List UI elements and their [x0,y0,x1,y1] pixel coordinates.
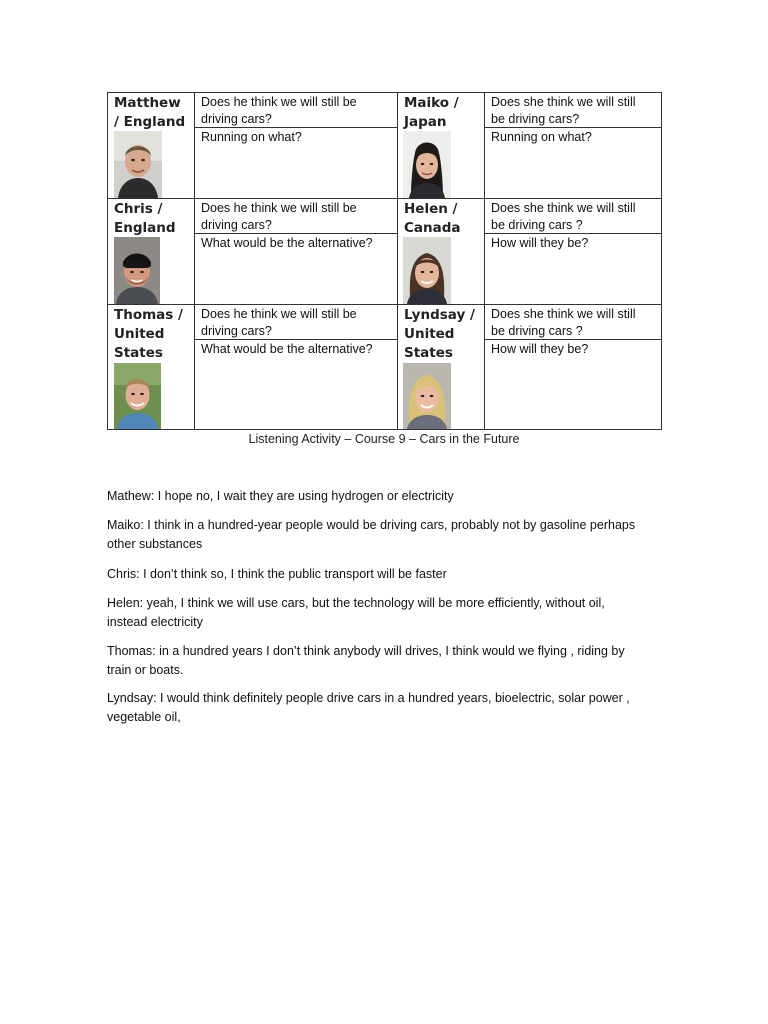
table-caption: Listening Activity – Course 9 – Cars in the Future [248,432,520,446]
answer-chris: Chris: I don’t think so, I think the public transport will be faster [107,567,447,581]
person-name: Maiko / Japan [404,95,459,130]
question-cell: Running on what? [194,127,397,198]
person-cell-matthew [107,92,194,198]
question-cell: How will they be? [484,233,661,304]
answer-helen: Helen: yeah, I think we will use cars, but the technology will be more efficiently, without oil, instead electricity [107,596,605,629]
person-cell-chris [107,198,194,304]
person-name: Thomas / United States [114,307,183,361]
question-cell: What would be the alternative? [194,233,397,304]
portrait-photo-helen [403,237,451,304]
question-cell: Does she think we will still be driving cars ? [484,304,661,339]
people-table [107,92,662,430]
answer-lyndsay: Lyndsay: I would think definitely people drive cars in a hundred years, bioelectric, solar power , vegetable oil, [107,691,630,724]
question-cell: What would be the alternative? [194,339,397,429]
person-cell-maiko [397,92,484,198]
answer-thomas: Thomas: in a hundred years I don’t think anybody will drives, I think would we flying , riding by train or boats. [107,644,625,677]
question-cell: Does he think we will still be driving cars? [194,304,397,339]
question-cell: Does he think we will still be driving cars? [194,198,397,233]
question-cell: Does she think we will still be driving cars? [484,92,661,127]
person-name: Helen / Canada [404,201,461,236]
answer-matthew: Mathew: I hope no, I wait they are using hydrogen or electricity [107,489,454,503]
question-cell: How will they be? [484,339,661,429]
answer-maiko: Maiko: I think in a hundred-year people would be driving cars, probably not by gasoline perhaps other substances [107,518,636,551]
portrait-photo-thomas [114,363,161,429]
person-name: Lyndsay / United States [404,307,475,361]
question-cell: Does she think we will still be driving cars ? [484,198,661,233]
person-cell-helen [397,198,484,304]
question-cell: Does he think we will still be driving cars? [194,92,397,127]
question-cell: Running on what? [484,127,661,198]
portrait-photo-matthew [114,131,162,198]
portrait-photo-chris [114,237,160,304]
portrait-photo-maiko [403,131,451,198]
person-cell-lyndsay [397,304,484,429]
person-name: Chris / England [114,201,176,236]
portrait-photo-lyndsay [403,363,451,429]
person-cell-thomas [107,304,194,429]
person-name: Matthew / England [114,95,186,130]
